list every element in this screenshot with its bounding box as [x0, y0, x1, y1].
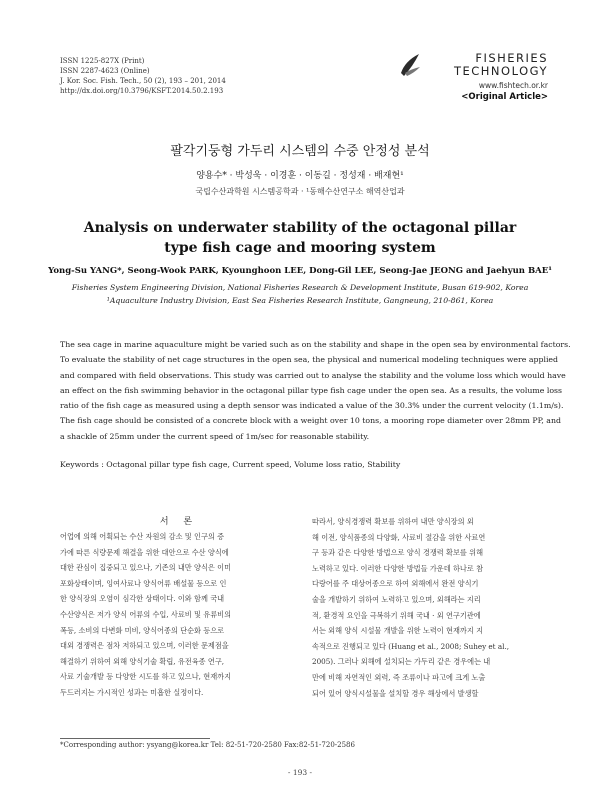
issn-print: ISSN 1225-827X (Print) [60, 57, 145, 65]
english-title [0, 218, 600, 258]
section-heading-introduction: 서 론 [159, 517, 199, 527]
publication-info [60, 56, 320, 96]
body-line: 되어 있어 양식시설물을 설치할 경우 해상에서 발생할 [312, 688, 479, 698]
body-line: 속적으로 진행되고 있다 (Huang et al., 2008; Suhey et al., [312, 641, 510, 651]
body-line: 포화상태이며, 잉여사료나 양식어류 배설물 등으로 인 [60, 578, 227, 588]
abstract-line: To evaluate the stability of net cage structures in the open sea, the physical and numerical modeling techniques were applied [60, 355, 559, 365]
korean-authors: 양용수* · 박성욱 · 이경훈 · 이동길 · 정성재 · 배재현¹ [196, 171, 404, 181]
fisheries-technology-logo-mark-icon [400, 52, 422, 78]
body-line: 대한 관심이 집중되고 있으나, 기존의 내만 양식은 이미 [60, 563, 232, 573]
english-title-line-1: Analysis on underwater stability of the octagonal pillar [83, 220, 517, 236]
body-line: 한 양식장의 오염이 심각한 상태이다. 이와 함께 국내 [60, 594, 225, 604]
body-line: 적, 환경적 요인을 극복하기 위해 국내 · 외 연구기관에 [312, 610, 481, 620]
corresponding-author-footnote: *Corresponding author: ysyang@korea.kr Tel: 82-51-720-2580 Fax:82-51-720-2586 [60, 741, 355, 749]
issn-online: ISSN 2287-4623 (Online) [60, 67, 150, 75]
journal-citation: J. Kor. Soc. Fish. Tech., 50 (2), 193 – 201, 2014 [60, 77, 226, 85]
english-authors: Yong-Su YANG*, Seong-Wook PARK, Kyounghoon LEE, Dong-Gil LEE, Seong-Jae JEONG and Jaehyun BAE¹ [48, 266, 552, 276]
body-line: 대외 경쟁력은 점차 저하되고 있으며, 이러한 문제점을 [60, 641, 229, 651]
body-line: 해 이전, 양식품종의 다양화, 사료비 절감을 위한 사료연 [312, 532, 486, 542]
abstract-line: a shackle of 25mm under the current speed of 1m/sec for reasonable stability. [60, 431, 370, 441]
journal-logo-text [424, 52, 548, 78]
article-type-label: <Original Article> [461, 92, 548, 102]
doi-link[interactable]: http://dx.doi.org/10.3796/KSFT.2014.50.2.193 [60, 87, 224, 95]
body-column-right [312, 514, 550, 701]
english-title-line-2: type fish cage and mooring system [164, 240, 436, 256]
body-line: 술을 개발하기 위하여 노력하고 있으며, 외해라는 지리 [312, 594, 481, 604]
english-affiliation-1: Fisheries System Engineering Division, National Fisheries Research & Development Institute, Busan 619-902, Korea [71, 283, 529, 292]
body-line: 구 등과 같은 다양한 방법으로 양식 경쟁력 확보를 위해 [312, 548, 484, 558]
body-line: 두드러지는 가시적인 성과는 미흡한 실정이다. [60, 687, 204, 697]
abstract [60, 337, 571, 444]
abstract-line: The fish cage should be consisted of a concrete block with a weight over 10 tons, a mooring rope diameter over 28mm PP, and [60, 416, 561, 426]
body-line: 다랑어를 주 대상어종으로 하여 외해에서 완전 양식기 [312, 579, 479, 589]
journal-brand [400, 52, 548, 112]
korean-affiliation: 국립수산과학원 시스템공학과 · ¹동해수산연구소 해역산업과 [195, 187, 405, 196]
english-affiliation-2: ¹Aquaculture Industry Division, East Sea Fisheries Research Institute, Gangneung, 210-861, Korea [106, 296, 494, 305]
body-line: 서는 외해 양식 시설물 개발을 위한 노력이 현재까지 지 [312, 626, 484, 636]
journal-url[interactable]: www.fishtech.or.kr [478, 81, 548, 90]
abstract-line: The sea cage in marine aquaculture might be varied such as on the stability and shape in the open sea by environmental factors. [60, 340, 571, 349]
footnote-divider [60, 738, 210, 739]
body-line: 노력하고 있다. 이러한 다양한 방법들 가운데 하나로 참 [312, 563, 484, 573]
body-line: 사료 기술개발 등 다양한 시도를 하고 있으나, 현재까지 [60, 672, 232, 682]
body-line: 폭등, 소비의 다변화 미비, 양식어종의 단순화 등으로 [60, 625, 225, 635]
english-affiliations [0, 281, 600, 307]
introduction-text-left [60, 529, 298, 701]
page-number: - 193 - [287, 768, 313, 777]
body-line: 어업에 의해 어획되는 수산 자원의 감소 및 인구의 증 [60, 532, 225, 541]
keywords: Keywords : Octagonal pillar type fish cage, Current speed, Volume loss ratio, Stability [60, 460, 401, 469]
logo-line-technology: TECHNOLOGY [453, 64, 548, 78]
introduction-text-right [312, 514, 550, 701]
abstract-line: and compared with field observations. This study was carried out to analyse the stability and the volume loss which would have [60, 370, 566, 380]
body-line: 만에 비해 자연적인 외력, 즉 조류이나 파고에 크게 노출 [312, 672, 486, 682]
abstract-line: ratio of the fish cage as measured using a depth sensor was indicated a value of the 30.3% under the current velocity (1.1m/s). [60, 401, 564, 411]
abstract-line: an effect on the fish swimming behavior in the octagonal pillar type fish cage under the open sea. As a results, the volume loss [60, 385, 563, 395]
body-line: 해결하기 위하여 외해 양식기술 확립, 유전육종 연구, [60, 656, 225, 666]
logo-line-fisheries: FISHERIES [475, 51, 548, 65]
body-line: 수산양식은 저가 양식 어류의 수입, 사료비 및 유류비의 [60, 609, 232, 619]
body-line: 따라서, 양식경쟁력 확보를 위하여 내만 양식장의 외 [312, 517, 474, 526]
body-line: 2005). 그러나 외해에 설치되는 가두리 같은 경우에는 내 [312, 657, 491, 667]
body-column-left [60, 514, 298, 701]
korean-title: 팔각기둥형 가두리 시스템의 수중 안정성 분석 [170, 144, 430, 159]
body-line: 가에 따른 식량문제 해결을 위한 대안으로 수산 양식에 [60, 547, 229, 557]
